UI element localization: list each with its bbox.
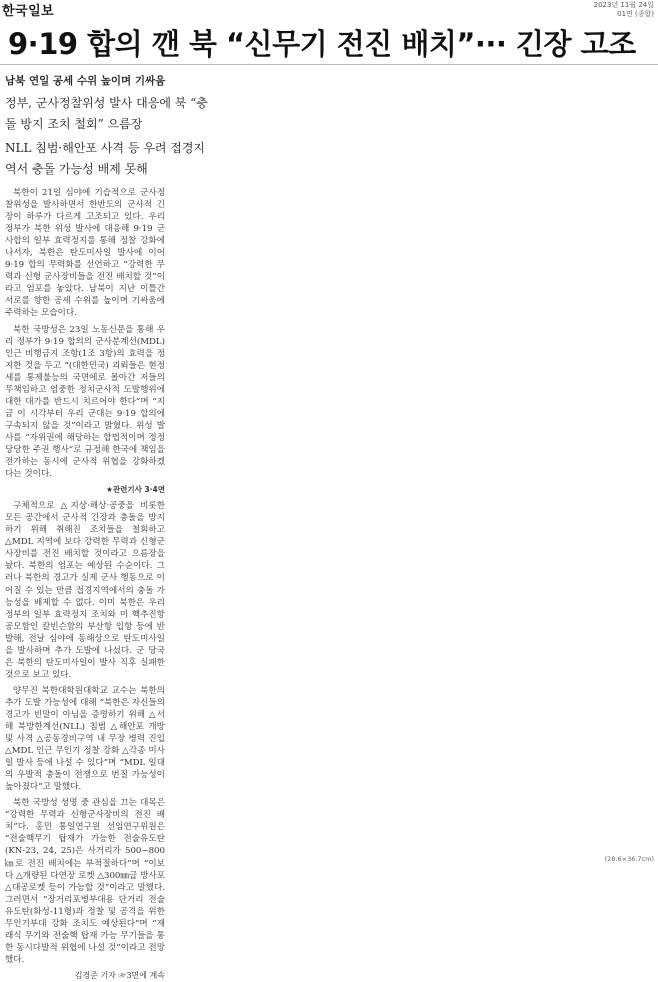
article-paragraph: 구체적으로 △지상·해상·공중을 비롯한 모든 공간에서 군사적 긴장과 충돌을 방지하기 위해 취해진 조치들을 철회하고 △MDL 지역에 보다 강력한 무력과 신형군사장비를 전진 배치할 것이라고 으름장을 놨다. 북한의 엄포는 예상된 수순이다. 그러나 북한의 경고가 실제 군사 행동으로 이어질 수 있는 만큼 접경지역에서의 충돌 가능성을 배제할 수 없다. 이미 북한은 우리 정부의 일부 효력정지 조치와 미 핵추진항공모함인 칼빈슨함의 부산항 입항 등에 반발해, 전날 심야에 동해상으로 탄도미사일을 발사하며 추가 도발에 나섰다. 군 당국은 북한의 탄도미사일이 발사 직후 실패한 것으로 보고 있다. bbox=[5, 501, 165, 680]
headline-divider bbox=[0, 64, 658, 65]
dateline bbox=[594, 1, 654, 19]
clipping-size-note: (28.6×36.7cm) bbox=[604, 855, 654, 863]
page-number: 01면 (종합) bbox=[617, 10, 654, 18]
article-paragraph: 북한이 21일 심야에 기습적으로 군사정찰위성을 발사하면서 한반도의 군사적 긴장이 하루가 다르게 고조되고 있다. 우리 정부가 북한 위성 발사에 대응해 9·19 군사합의 일부 효력정지를 통해 정찰 강화에 나서자, 북한은 탄도미사일 발사에 이어 9·19 합의 무력화를 선언하고 “강력한 무력과 신형 군사장비들을 전진 배치할 것”이라고 엄포를 놓았다. 남북이 지난 이틀간 서로를 향한 공세 수위를 높이며 기싸움에 주력하는 모습이다. bbox=[5, 188, 165, 319]
subheadline-2: NLL 침범·해안포 사격 등 우려 접경지역서 충돌 가능성 배제 못해 bbox=[5, 141, 206, 176]
article-paragraph: 북한 국방성 성명 중 관심을 끄는 대목은 “강력한 무력과 신형군사장비의 전진 배치”다. 홍민 통일연구원 선임연구위원은 “전술핵무기 탑재가 가능한 전술유도탄(KN-23, 24, 25)은 사거리가 500~800㎞로 전진 배치에는 부적절하다”며 “이보다 △개량된 다연장 로켓 △300㎜급 방사포 △대공로켓 등이 가능할 것”이라고 말했다. 그러면서 “장거리포병부대용 단거리 전술유도탄(화성-11형)과 정찰 및 공격을 위한 무인기부대 강화 조치도 예상된다”며 “재래식 무기와 전술핵 탑재 가능 무기들을 통한 동시다발적 위협에 나설 것”이라고 전망했다. bbox=[5, 798, 165, 965]
article-paragraph: 양무진 북한대학원대학교 교수는 북한의 추가 도발 가능성에 대해 “북한은 자신들의 경고가 빈말이 아님을 증명하기 위해 △서해 북방한계선(NLL) 침범 △해안포 개방 및 사격 △공동경비구역 내 무장 병력 진입 △MDL 인근 무인기 정찰 강화 △각종 미사일 발사 등에 나설 수 있다”며 “MDL 일대의 우발적 충돌이 전쟁으로 번질 가능성이 높아졌다”고 말했다. bbox=[5, 685, 165, 793]
kicker: 남북 연일 공세 수위 높이며 기싸움 bbox=[5, 75, 166, 87]
byline: 김경준 기자 ☞3면에 계속 bbox=[74, 970, 165, 980]
related-articles-note: ★관련기사 3·4면 bbox=[106, 485, 165, 495]
newspaper-masthead: 한국일보 bbox=[2, 4, 55, 19]
subheadline-1: 정부, 군사정찰위성 발사 대응에 북 “충돌 방지 조치 철회” 으름장 bbox=[5, 96, 208, 131]
article-paragraph: 북한 국방성은 23일 노동신문을 통해 우리 정부가 9·19 합의의 군사분계선(MDL) 인근 비행금지 조항(1조 3항)의 효력을 정지한 것을 두고 “(대한민국) 괴뢰들은 현정세를 통제불능의 국면에로 몰아간 저들의 무책임하고 엄중한 정치군사적 도발행위에 대한 대가를 반드시 치르어야 한다”며 “지금 이 시각부터 우리 군대는 9·19 합의에 구속되지 않을 것”이라고 밝혔다. 위성 발사를 “자위권에 해당하는 합법적이며 정정당당한 주권 행사”로 규정해 한국에 책임을 전가하는 동시에 군사적 위협을 강화하겠다는 것이다. bbox=[5, 324, 165, 480]
article-body bbox=[5, 187, 165, 982]
headline: 9·19 합의 깬 북 “신무기 전진 배치”··· 긴장 고조 bbox=[8, 27, 636, 61]
issue-date: 2023년 11월 24일 bbox=[593, 1, 654, 9]
